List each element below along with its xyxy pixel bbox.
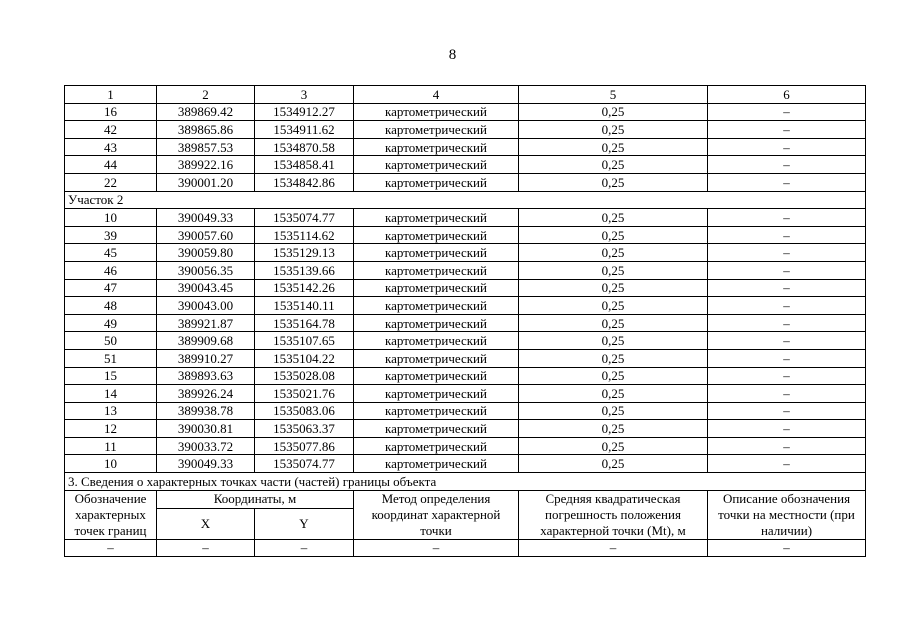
- table-cell: картометрический: [354, 279, 519, 297]
- table-row: [65, 261, 866, 279]
- section3-title-row: [65, 473, 866, 491]
- table-cell: 1535077.86: [255, 437, 354, 455]
- table-cell: картометрический: [354, 173, 519, 191]
- table-cell: 390033.72: [157, 437, 255, 455]
- table-cell: 389869.42: [157, 103, 255, 121]
- header-coordinates: Координаты, м: [157, 490, 354, 508]
- table-cell: 1535063.37: [255, 420, 354, 438]
- table-cell: –: [708, 420, 866, 438]
- table-cell: 42: [65, 121, 157, 139]
- header-y: Y: [255, 508, 354, 539]
- table-row: [65, 455, 866, 473]
- table-cell: 1535139.66: [255, 261, 354, 279]
- table-cell: 0,25: [519, 244, 708, 262]
- table-cell: –: [708, 103, 866, 121]
- table-cell: 0,25: [519, 138, 708, 156]
- table-row: [65, 349, 866, 367]
- table-cell: 389921.87: [157, 314, 255, 332]
- table-cell: –: [708, 455, 866, 473]
- table-cell: картометрический: [354, 455, 519, 473]
- table-cell: картометрический: [354, 226, 519, 244]
- table-cell: картометрический: [354, 121, 519, 139]
- table-cell: –: [708, 173, 866, 191]
- table-row: [65, 121, 866, 139]
- table-row: [65, 209, 866, 227]
- table-cell: картометрический: [354, 156, 519, 174]
- table-cell: 390049.33: [157, 455, 255, 473]
- table-cell: 390056.35: [157, 261, 255, 279]
- table-cell: 389893.63: [157, 367, 255, 385]
- table-cell: –: [708, 385, 866, 403]
- table-cell: 47: [65, 279, 157, 297]
- table-cell: 389857.53: [157, 138, 255, 156]
- table-cell: 1535074.77: [255, 209, 354, 227]
- table-row: [65, 103, 866, 121]
- table-cell: 0,25: [519, 173, 708, 191]
- table-cell: 51: [65, 349, 157, 367]
- table-cell: 48: [65, 297, 157, 315]
- table-cell: 1535107.65: [255, 332, 354, 350]
- header-method: Метод определения координат характерной точки: [354, 490, 519, 539]
- table-cell: картометрический: [354, 385, 519, 403]
- table-cell: 45: [65, 244, 157, 262]
- table-cell: 389909.68: [157, 332, 255, 350]
- column-number-row: [65, 86, 866, 104]
- section3-header-row: [65, 490, 866, 508]
- table-cell: 16: [65, 103, 157, 121]
- table-cell: 1535021.76: [255, 385, 354, 403]
- table-row: [65, 173, 866, 191]
- section-label-row: [65, 191, 866, 209]
- table-cell: 390049.33: [157, 209, 255, 227]
- table-row: [65, 367, 866, 385]
- table-cell: –: [708, 437, 866, 455]
- table-cell: –: [708, 244, 866, 262]
- table-cell: картометрический: [354, 244, 519, 262]
- table-cell: 389865.86: [157, 121, 255, 139]
- table-cell: картометрический: [354, 402, 519, 420]
- table-cell: 0,25: [519, 279, 708, 297]
- table-row: [65, 385, 866, 403]
- table-cell: –: [255, 539, 354, 557]
- table-cell: 390059.80: [157, 244, 255, 262]
- table-row: [65, 279, 866, 297]
- table-cell: 1535164.78: [255, 314, 354, 332]
- table-cell: –: [519, 539, 708, 557]
- table-cell: 46: [65, 261, 157, 279]
- table-cell: –: [708, 297, 866, 315]
- table-cell: 0,25: [519, 297, 708, 315]
- table-cell: –: [708, 402, 866, 420]
- table-cell: –: [354, 539, 519, 557]
- header-accuracy: Средняя квадратическая погрешность положения характерной точки (Mt), м: [519, 490, 708, 539]
- table-cell: 0,25: [519, 385, 708, 403]
- table-cell: 14: [65, 385, 157, 403]
- table-cell: –: [708, 332, 866, 350]
- table-cell: –: [708, 349, 866, 367]
- table-cell: 0,25: [519, 402, 708, 420]
- table-cell: 1535114.62: [255, 226, 354, 244]
- table-cell: 1: [65, 86, 157, 104]
- table-cell: 5: [519, 86, 708, 104]
- table-row: [65, 437, 866, 455]
- table-cell: 50: [65, 332, 157, 350]
- table-cell: 0,25: [519, 261, 708, 279]
- coordinates-table: [64, 85, 866, 557]
- table-cell: 1534912.27: [255, 103, 354, 121]
- table-row: [65, 314, 866, 332]
- table-cell: картометрический: [354, 261, 519, 279]
- table-cell: картометрический: [354, 367, 519, 385]
- table-cell: –: [708, 539, 866, 557]
- table-row: [65, 420, 866, 438]
- table-cell: 0,25: [519, 156, 708, 174]
- table-cell: картометрический: [354, 349, 519, 367]
- table-cell: 1534870.58: [255, 138, 354, 156]
- table-cell: 44: [65, 156, 157, 174]
- table-cell: 390043.00: [157, 297, 255, 315]
- table-cell: 389910.27: [157, 349, 255, 367]
- table-cell: картометрический: [354, 209, 519, 227]
- table-cell: –: [708, 314, 866, 332]
- table-cell: –: [708, 156, 866, 174]
- header-designation: Обозначение характерных точек границ: [65, 490, 157, 539]
- table-row: [65, 402, 866, 420]
- table-cell: 3: [255, 86, 354, 104]
- section3-title-row-text: 3. Сведения о характерных точках части (частей) границы объекта: [65, 473, 866, 491]
- table-cell: 0,25: [519, 349, 708, 367]
- table-cell: 0,25: [519, 103, 708, 121]
- table-cell: картометрический: [354, 437, 519, 455]
- table-cell: 390057.60: [157, 226, 255, 244]
- table-cell: 4: [354, 86, 519, 104]
- table-cell: 1534911.62: [255, 121, 354, 139]
- table-cell: картометрический: [354, 332, 519, 350]
- table-cell: –: [157, 539, 255, 557]
- table-cell: –: [708, 367, 866, 385]
- table-cell: 0,25: [519, 314, 708, 332]
- table-row: [65, 226, 866, 244]
- table-cell: 0,25: [519, 420, 708, 438]
- table-cell: 0,25: [519, 455, 708, 473]
- table-cell: 0,25: [519, 332, 708, 350]
- table-cell: картометрический: [354, 420, 519, 438]
- table-cell: 389922.16: [157, 156, 255, 174]
- table-cell: 390030.81: [157, 420, 255, 438]
- table-cell: 0,25: [519, 121, 708, 139]
- table-cell: 0,25: [519, 437, 708, 455]
- table-cell: 2: [157, 86, 255, 104]
- table-cell: 1535129.13: [255, 244, 354, 262]
- table-row: [65, 138, 866, 156]
- table-cell: 390001.20: [157, 173, 255, 191]
- table-cell: 49: [65, 314, 157, 332]
- table-cell: –: [708, 209, 866, 227]
- table-cell: –: [65, 539, 157, 557]
- table-cell: –: [708, 261, 866, 279]
- table-cell: 12: [65, 420, 157, 438]
- table-cell: –: [708, 279, 866, 297]
- section3-data-row: [65, 539, 866, 557]
- table-cell: 11: [65, 437, 157, 455]
- table-cell: 1535028.08: [255, 367, 354, 385]
- table-cell: 389938.78: [157, 402, 255, 420]
- table-row: [65, 297, 866, 315]
- header-description: Описание обозначения точки на местности (при наличии): [708, 490, 866, 539]
- table-row: [65, 244, 866, 262]
- table-cell: 1535140.11: [255, 297, 354, 315]
- table-cell: –: [708, 138, 866, 156]
- page-number: 8: [448, 47, 457, 63]
- table-cell: 0,25: [519, 226, 708, 244]
- table-cell: 1534858.41: [255, 156, 354, 174]
- section-label-row-text: Участок 2: [65, 191, 866, 209]
- table-cell: 10: [65, 455, 157, 473]
- table-cell: 1534842.86: [255, 173, 354, 191]
- table-cell: 39: [65, 226, 157, 244]
- table-row: [65, 156, 866, 174]
- table-cell: 10: [65, 209, 157, 227]
- table-cell: картометрический: [354, 138, 519, 156]
- table-cell: картометрический: [354, 297, 519, 315]
- table-cell: 1535074.77: [255, 455, 354, 473]
- table-cell: 43: [65, 138, 157, 156]
- table-cell: –: [708, 226, 866, 244]
- table-cell: 1535142.26: [255, 279, 354, 297]
- table-cell: 0,25: [519, 209, 708, 227]
- table-cell: картометрический: [354, 314, 519, 332]
- table-cell: 6: [708, 86, 866, 104]
- header-x: X: [157, 508, 255, 539]
- table-cell: 389926.24: [157, 385, 255, 403]
- table-cell: 1535104.22: [255, 349, 354, 367]
- table-cell: картометрический: [354, 103, 519, 121]
- table-cell: 0,25: [519, 367, 708, 385]
- table-cell: 22: [65, 173, 157, 191]
- table-row: [65, 332, 866, 350]
- table-cell: 15: [65, 367, 157, 385]
- table-cell: 13: [65, 402, 157, 420]
- table-cell: 390043.45: [157, 279, 255, 297]
- table-cell: –: [708, 121, 866, 139]
- table-cell: 1535083.06: [255, 402, 354, 420]
